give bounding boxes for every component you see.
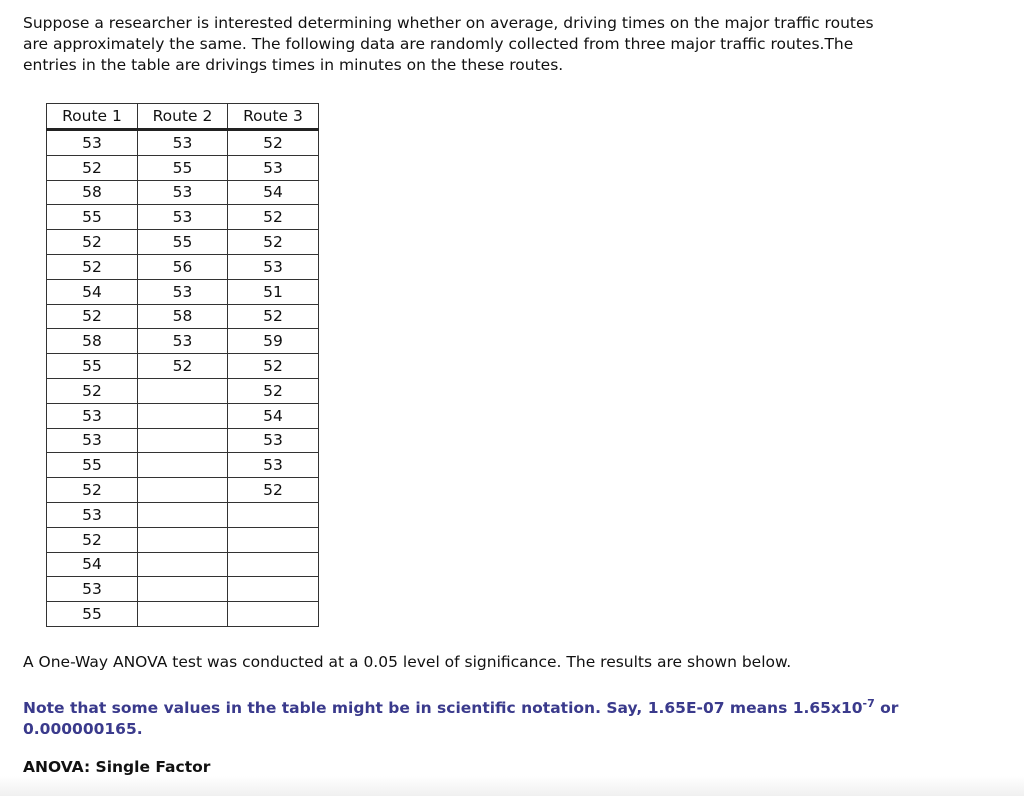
table-cell-route-2: 53 (138, 130, 228, 156)
table-row (47, 230, 319, 255)
table-row (47, 577, 319, 602)
table-cell-route-2: 56 (138, 254, 228, 279)
table-cell-route-2: 52 (138, 354, 228, 379)
table-cell-route-3: 51 (228, 279, 319, 304)
table-cell-route-3 (228, 552, 319, 577)
column-header-route-1: Route 1 (47, 104, 138, 130)
table-cell-route-2: 53 (138, 205, 228, 230)
table-cell-route-1: 52 (47, 254, 138, 279)
table-cell-route-1: 52 (47, 304, 138, 329)
note-decimal: 0.000000165. (23, 720, 143, 739)
table-cell-route-1: 55 (47, 205, 138, 230)
table-cell-route-1: 58 (47, 180, 138, 205)
table-cell-route-2 (138, 527, 228, 552)
table-row (47, 155, 319, 180)
table-cell-route-1: 52 (47, 230, 138, 255)
problem-statement: Suppose a researcher is interested determining whether on average, driving times on the major traffic routes are approximately the same. The following data are randomly collected from three major traffic routes.The entries in the table are drivings times in minutes on the these routes. (23, 14, 874, 74)
table-cell-route-2 (138, 502, 228, 527)
table-cell-route-3: 53 (228, 155, 319, 180)
table-cell-route-3: 53 (228, 453, 319, 478)
table-row (47, 527, 319, 552)
table-cell-route-3: 52 (228, 230, 319, 255)
table-row (47, 602, 319, 627)
table-body (47, 130, 319, 627)
table-cell-route-2 (138, 577, 228, 602)
table-row (47, 502, 319, 527)
table-cell-route-1: 55 (47, 354, 138, 379)
column-header-route-2: Route 2 (138, 104, 228, 130)
bottom-edge-shade (0, 776, 1024, 796)
table-cell-route-3: 53 (228, 428, 319, 453)
table-cell-route-2 (138, 602, 228, 627)
table-cell-route-1: 54 (47, 552, 138, 577)
table-cell-route-3 (228, 577, 319, 602)
table-cell-route-2 (138, 428, 228, 453)
table-cell-route-2: 53 (138, 279, 228, 304)
table-cell-route-2: 55 (138, 230, 228, 255)
table-cell-route-1: 52 (47, 478, 138, 503)
table-cell-route-2 (138, 552, 228, 577)
table-row (47, 354, 319, 379)
table-cell-route-3: 53 (228, 254, 319, 279)
table-cell-route-2 (138, 378, 228, 403)
table-cell-route-1: 54 (47, 279, 138, 304)
table-cell-route-1: 52 (47, 527, 138, 552)
table-row (47, 180, 319, 205)
table-cell-route-3: 52 (228, 205, 319, 230)
table-row (47, 428, 319, 453)
table-cell-route-3 (228, 527, 319, 552)
table-cell-route-3: 52 (228, 304, 319, 329)
table-cell-route-1: 55 (47, 602, 138, 627)
table-row (47, 378, 319, 403)
table-cell-route-2: 53 (138, 180, 228, 205)
table-row (47, 552, 319, 577)
table-cell-route-3 (228, 602, 319, 627)
note-or: or (874, 699, 899, 718)
note-text: Note that some values in the table might be in scientific notation. Say, 1.65E-07 means 1.65x10 (23, 699, 863, 718)
table-cell-route-1: 53 (47, 502, 138, 527)
table-row (47, 304, 319, 329)
table-cell-route-3: 59 (228, 329, 319, 354)
table-row (47, 130, 319, 156)
table-cell-route-1: 52 (47, 378, 138, 403)
table-cell-route-2: 53 (138, 329, 228, 354)
table-row (47, 478, 319, 503)
table-row (47, 205, 319, 230)
table-cell-route-3: 52 (228, 354, 319, 379)
table-cell-route-1: 53 (47, 428, 138, 453)
scientific-notation-note (23, 693, 903, 740)
anova-section-title: ANOVA: Single Factor (23, 758, 211, 776)
table-row (47, 254, 319, 279)
table-cell-route-3 (228, 502, 319, 527)
table-row (47, 329, 319, 354)
table-cell-route-3: 52 (228, 130, 319, 156)
table-cell-route-3: 54 (228, 180, 319, 205)
table-cell-route-2: 58 (138, 304, 228, 329)
table-cell-route-1: 52 (47, 155, 138, 180)
table-row (47, 403, 319, 428)
table-cell-route-2 (138, 453, 228, 478)
table-cell-route-1: 53 (47, 577, 138, 602)
table-cell-route-3: 54 (228, 403, 319, 428)
table-cell-route-2 (138, 478, 228, 503)
table-cell-route-3: 52 (228, 378, 319, 403)
table-cell-route-3: 52 (228, 478, 319, 503)
column-header-route-3: Route 3 (228, 104, 319, 130)
driving-times-table (46, 103, 319, 627)
note-exponent: -7 (862, 697, 875, 710)
table-cell-route-2: 55 (138, 155, 228, 180)
anova-result-statement: A One-Way ANOVA test was conducted at a 0.05 level of significance. The results are shown below. (23, 653, 792, 671)
table-cell-route-1: 53 (47, 403, 138, 428)
table-header-row (47, 104, 319, 130)
table-row (47, 453, 319, 478)
table-cell-route-2 (138, 403, 228, 428)
table-cell-route-1: 58 (47, 329, 138, 354)
table-cell-route-1: 55 (47, 453, 138, 478)
table-row (47, 279, 319, 304)
table-cell-route-1: 53 (47, 130, 138, 156)
